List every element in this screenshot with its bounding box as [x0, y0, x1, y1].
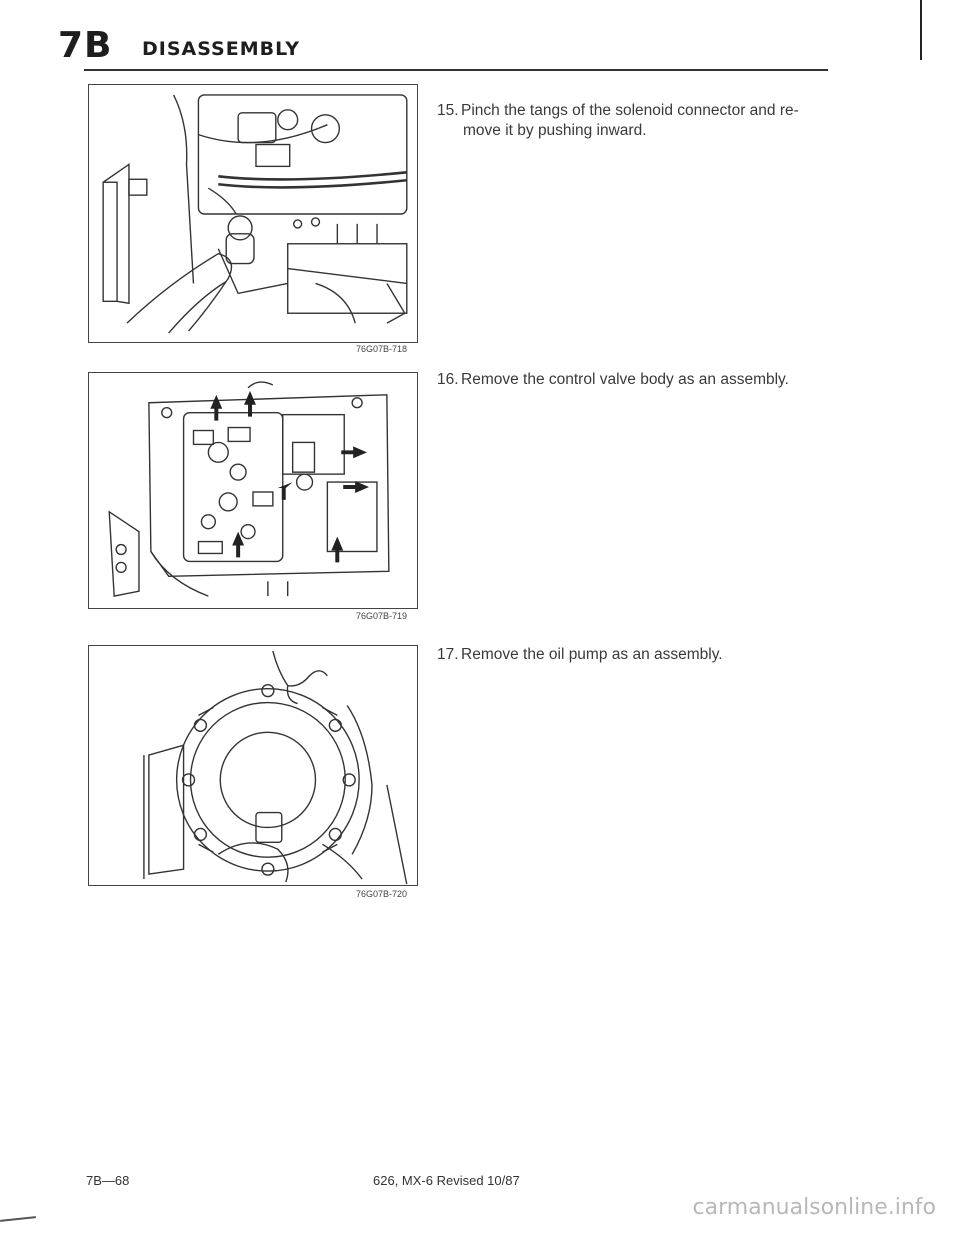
figure-control-valve-body [88, 372, 418, 609]
step-15 [437, 101, 837, 141]
revision-note: 626, MX-6 Revised 10/87 [373, 1173, 520, 1188]
step-text: Remove the control valve body as an assembly. [461, 371, 789, 388]
figure-solenoid-connector [88, 84, 418, 343]
section-number: 7B [58, 25, 113, 66]
step-text: Pinch the tangs of the solenoid connector and re- [461, 102, 799, 119]
watermark: carmanualsonline.info [692, 1195, 936, 1220]
page-number: 7B—68 [86, 1173, 130, 1188]
step-number: 17. [437, 646, 459, 663]
figure-oil-pump [88, 645, 418, 886]
oil-pump-illustration-icon [89, 646, 417, 885]
step-number: 16. [437, 371, 459, 388]
header-rule [84, 69, 828, 71]
solenoid-connector-illustration-icon [89, 85, 417, 342]
figure-code: 76G07B-718 [356, 344, 408, 354]
step-17 [437, 645, 837, 665]
step-text: Remove the oil pump as an assembly. [461, 646, 723, 663]
step-16 [437, 370, 837, 390]
figure-code: 76G07B-720 [356, 889, 408, 899]
figure-code: 76G07B-719 [356, 611, 408, 621]
step-number: 15. [437, 102, 459, 119]
corner-mark [0, 1216, 36, 1222]
page-edge-mark [920, 0, 922, 60]
section-title: DISASSEMBLY [142, 38, 301, 60]
step-text-continued: move it by pushing inward. [463, 122, 647, 139]
control-valve-body-illustration-icon [89, 373, 417, 608]
